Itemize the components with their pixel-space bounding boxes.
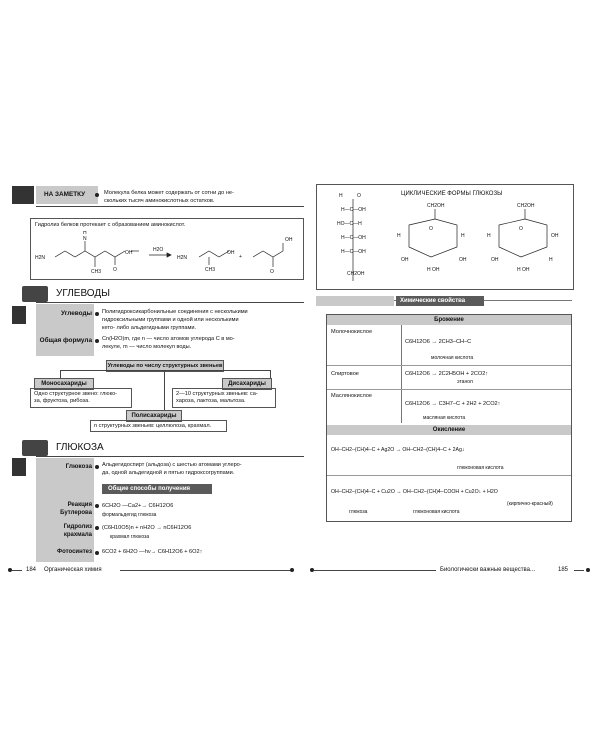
divider [36,456,304,457]
oxidation-sub-2c: (кирпично-красный) [507,501,553,507]
def-carbs-1: Полигидроксикарбонильные соединения с несколькими [102,309,248,315]
mono-label: Моносахариды [34,378,94,390]
hydro-label: H2N [177,255,188,261]
svg-text:H: H [487,233,491,239]
di-text-1: 2—10 структурных звеньев: са- [176,391,258,397]
reaction-butlerov-sub: формальдегид глюкоза [102,512,157,518]
svg-text:O: O [429,226,433,232]
glucose-structures [317,185,573,289]
svg-text:H: H [397,233,401,239]
term-formula: Общая формула [39,337,92,344]
bullet [95,526,99,530]
svg-text:H OH: H OH [517,267,530,273]
fermentation-name: Спиртовое [331,371,359,377]
svg-text:H—C—OH: H—C—OH [341,235,366,241]
note-label: НА ЗАМЕТКУ [36,186,98,204]
footer-bullet [290,568,294,572]
dipeptide-chain [55,251,125,257]
bullet [95,551,99,555]
hydro-label: H [83,231,87,236]
hydro-label: + [239,254,242,260]
book-icon [22,286,48,302]
footer-line [314,570,436,571]
svg-text:OH: OH [459,257,467,263]
bullet [95,465,99,469]
reaction-photosynthesis: Фотосинтез [57,549,92,555]
svg-text:CH2OH: CH2OH [427,203,445,209]
svg-text:CH2OH: CH2OH [347,271,365,277]
fermentation-eq: C6H12O6 → C3H7–C + 2H2 + 2CO2↑ [405,401,501,407]
section-title-glucose: ГЛЮКОЗА [56,442,104,453]
fermentation-name: Маслянокислое [331,393,373,399]
table-column-divider [401,325,402,423]
cyclic-title: ЦИКЛИЧЕСКИЕ ФОРМЫ ГЛЮКОЗЫ [401,191,503,197]
hydro-label: OH [227,250,235,256]
cyclic-forms-box [316,184,574,290]
divider [36,302,304,303]
svg-text:OH: OH [401,257,409,263]
methods-header: Общие способы получения [102,484,212,494]
reaction-starch-1: Гидролиз [63,524,92,530]
reaction-starch-eq: (C6H10O5)n + nH2O → nC6H12O6 [102,525,192,531]
fermentation-sub: молочная кислота [431,355,474,361]
reaction-butlerov-eq: 6CH2O —Ca2+→ C6H12O6 [102,503,174,509]
di-label: Дисахариды [222,378,272,390]
hydro-label: O [113,267,117,273]
fermentation-sub: этанол [457,379,473,385]
footer-line [120,570,290,571]
def-carbs-3: кето- либо альдегидными группами. [102,325,197,331]
def-carbs-2: гидроксильными группами и одной или несколькими [102,317,239,323]
hydro-h2o: H2O [153,247,164,253]
row-divider [327,475,571,476]
footer-right-text: Биологически важные вещества... [440,567,536,573]
hydro-label: H2N [35,255,46,261]
svg-text:H—C—OH: H—C—OH [341,207,366,213]
def-glucose-1: Альдегидоспирт (альдоза) с шестью атомами углеро- [102,462,242,468]
di-text-2: хароза, лактоза, мальтоза. [176,398,246,404]
note-line-2: скольких тысяч аминокислотных остатков. [104,198,215,204]
mono-text-1: Одно структурное звено: глюко- [34,391,118,397]
hydrolysis-box [30,218,304,280]
section-title-carbs: УГЛЕВОДЫ [56,288,110,299]
poly-label: Полисахариды [126,410,182,422]
reaction-starch-sub: крахмал глюкоза [110,534,150,540]
fermentation-name: Молочнокислое [331,329,373,335]
poly-box: n структурных звеньев: целлюлоза, крахмал. [90,420,227,432]
section-marker [12,458,26,476]
oxidation-sub-2a: глюкоза [349,509,368,515]
fermentation-header: Брожение [327,315,571,325]
hydrolysis-scheme [31,231,303,279]
bullet [95,193,99,197]
svg-text:H: H [549,257,553,263]
mono-box [30,388,132,408]
svg-text:OH: OH [551,233,559,239]
fermentation-sub: масляная кислота [423,415,466,421]
hydro-label: CH3 [91,269,102,275]
di-box [172,388,276,408]
svg-text:H—C—OH: H—C—OH [341,249,366,255]
oxidation-sub-1: глюконовая кислота [457,465,504,471]
reaction-photosynthesis-eq: 6CO2 + 6H2O —hν→ C6H12O6 + 6O2↑ [102,549,203,555]
hydro-label: O [270,269,274,275]
fermentation-eq: C6H12O6 → 2C2H5OH + 2CO2↑ [405,371,489,377]
hydro-label: OH [285,237,293,243]
diagram-line [164,370,165,410]
reaction-butlerov-1: Реакция [67,502,92,508]
beta-ring [499,219,547,257]
svg-text:OH: OH [491,257,499,263]
svg-text:O: O [357,193,361,199]
chem-props-header: Химические свойства [396,296,484,306]
svg-text:H: H [339,193,343,199]
footer-line [12,570,22,571]
chem-props-bar [316,296,394,306]
oxidation-sub-2b: глюконовая кислота [413,509,460,515]
row-divider [327,389,571,390]
svg-text:H: H [461,233,465,239]
footer-line [574,570,584,571]
oxidation-eq-1: OH–CH2–(CH)4–C + Ag2O → OH–CH2–(CH)4–C + 2Ag↓ [331,447,465,453]
book-icon [22,440,48,456]
properties-table [326,314,572,522]
fermentation-eq: C6H12O6 → 2CH3–CH–C [405,339,472,345]
bullet [95,504,99,508]
svg-text:HO—C—H: HO—C—H [337,221,362,227]
diagram-line [60,370,270,371]
note-line-1: Молекула белка может содержать от сотни до не- [104,190,234,196]
oxidation-eq-2: OH–CH2–(CH)4–C + Cu2O → OH–CH2–(CH)4–COOH + Cu2O↓ + H2O [331,489,498,495]
hydro-label: N [83,236,87,242]
oxidation-header: Окисление [327,425,571,435]
classification-header: Углеводы по числу структурных звеньев [106,360,224,372]
hydrolysis-text: Гидролиз белков протекает с образованием аминокислот. [35,222,186,228]
footer-left-text: Органическая химия [44,567,102,573]
bullet [95,339,99,343]
row-divider [327,365,571,366]
alpha-ring [409,219,457,257]
def-formula-1: Cn(H2O)m, где n — число атомов углерода С в мо- [102,336,235,342]
page-number-right: 185 [558,567,569,573]
mono-text-2: за, фруктоза, рибоза. [34,398,90,404]
def-glucose-2: да, одной альдегидной и пятью гидроксогруппами. [102,470,235,476]
bullet [95,312,99,316]
svg-text:O: O [519,226,523,232]
svg-text:H OH: H OH [427,267,440,273]
divider [36,206,304,207]
def-formula-2: лекуле, m — число молекул воды. [102,344,192,350]
reaction-starch-2: крахмала [63,532,92,538]
term-glucose: Глюкоза [65,463,92,470]
term-carbs: Углеводы [61,310,92,317]
svg-text:CH2OH: CH2OH [517,203,535,209]
note-icon [12,186,34,204]
section-marker [12,306,26,324]
hydro-label: CH3 [205,267,216,273]
reaction-butlerov-2: Бутлерова [60,510,92,516]
page-number-left: 184 [26,567,37,573]
footer-bullet [586,568,590,572]
hydro-label: OH [125,250,133,256]
